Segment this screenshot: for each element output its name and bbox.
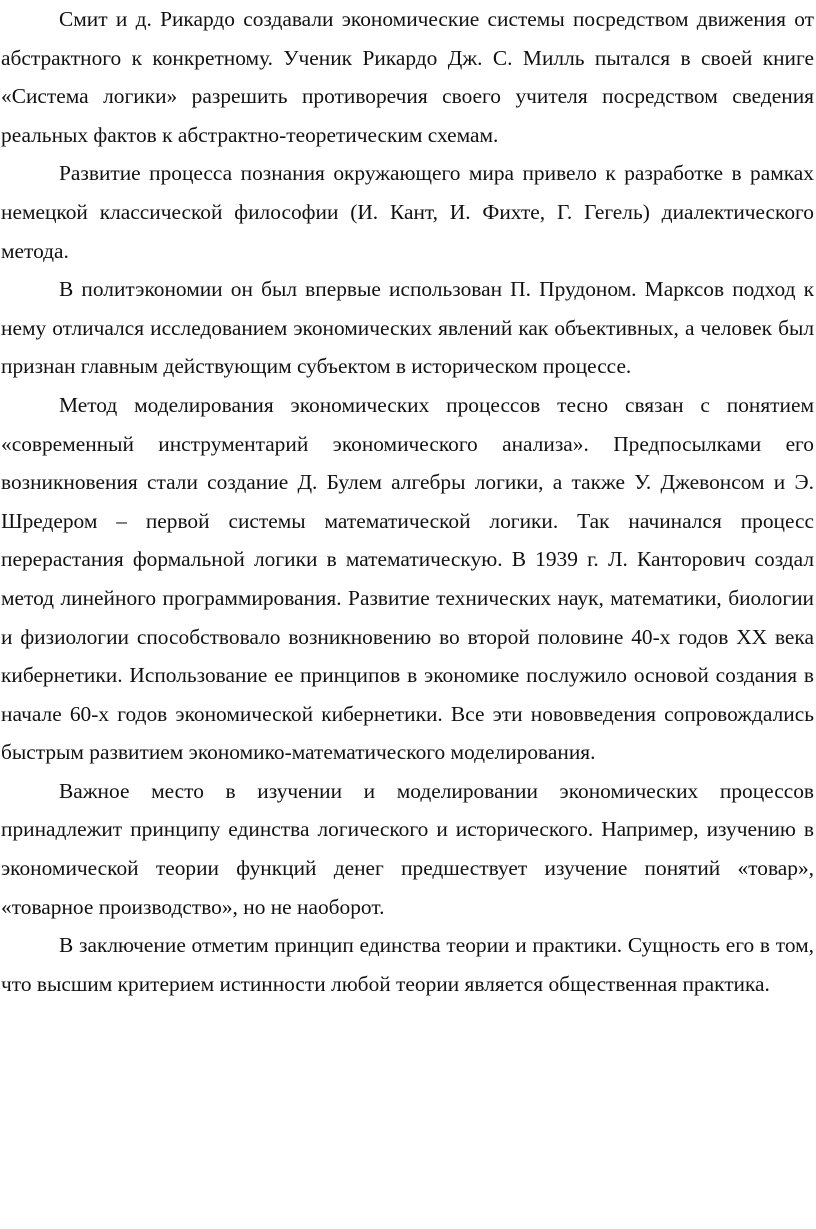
paragraph-6: В заключение отметим принцип единства теории и практики. Сущность его в том, что высшим критерием истинности любой теории является общественная практика. xyxy=(1,933,814,996)
paragraph-5: Важное место в изучении и моделировании экономических процессов принадлежит принципу единства логического и исторического. Например, изучению в экономической теории функций денег предшествует изучение понятий «товар», «товарное производство», но не наоборот. xyxy=(1,778,814,919)
paragraph-1: Смит и д. Рикардо создавали экономические системы посредством движения от абстрактного к конкретному. Ученик Рикардо Дж. С. Милль пытался в своей книге «Система логики» разрешить противоречия своего учителя посредством сведения реальных фактов к абстрактно-теоретическим схемам. xyxy=(1,7,814,147)
document-body xyxy=(1,0,814,1003)
paragraph-2: Развитие процесса познания окружающего мира привело к разработке в рамках немецкой классической философии (И. Кант, И. Фихте, Г. Гегель) диалектического метода. xyxy=(1,161,814,263)
paragraph-4: Метод моделирования экономических процессов тесно связан с понятием «современный инструментарий экономического анализа». Предпосылками его возникновения стали создание Д. Булем алгебры логики, а также У. Джевонсом и Э. Шредером – первой системы математической логики. Так начинался процесс перерастания формальной логики в математическую. В 1939 г. Л. Канторович создал метод линейного программирования. Развитие технических наук, математики, биологии и физиологии способствовало возникновению во второй половине 40-х годов XX века кибернетики. Использование ее принципов в экономике послужило основой создания в начале 60-х годов экономической кибернетики. Все эти нововведения сопровождались быстрым развитием экономико-математического моделирования. xyxy=(1,392,814,765)
paragraph-3: В политэкономии он был впервые использован П. Прудоном. Марксов подход к нему отличался исследованием экономических явлений как объективных, а человек был признан главным действующим субъектом в историческом процессе. xyxy=(1,277,814,379)
